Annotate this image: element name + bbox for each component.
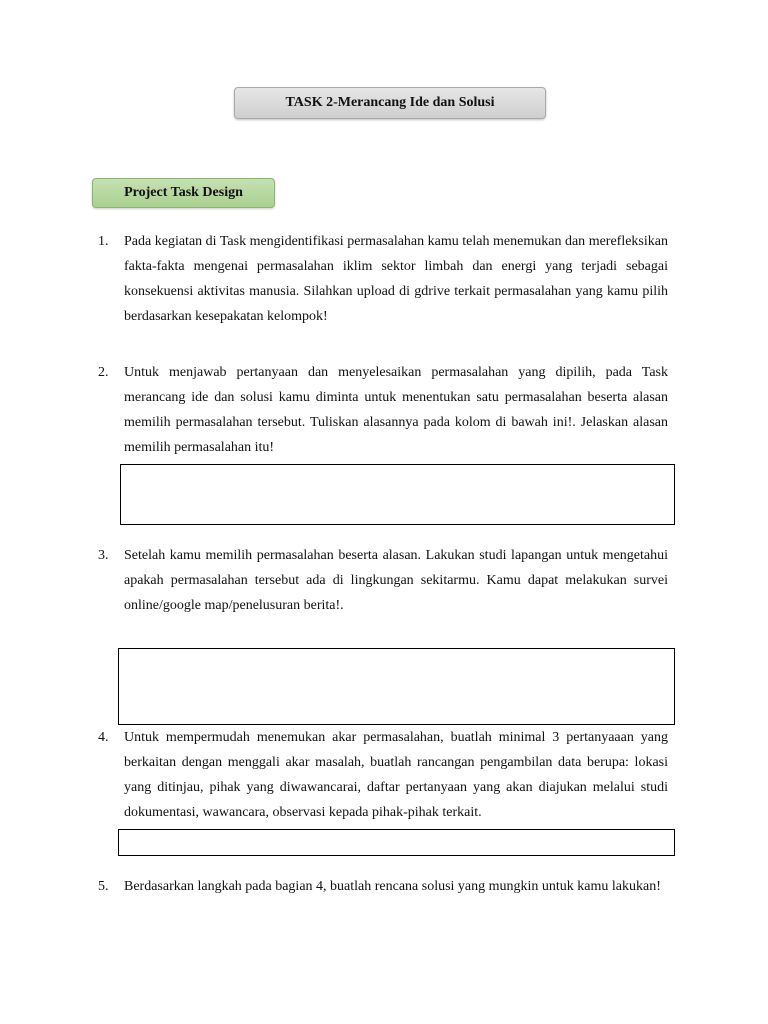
answer-box-2[interactable]	[120, 464, 675, 525]
item-text: Untuk menjawab pertanyaan dan menyelesaikan permasalahan yang dipilih, pada Task merancang ide dan solusi kamu diminta untuk menentukan satu permasalahan beserta alasan memilih permasalahan tersebut. Tuliskan alasannya pada kolom di bawah ini!. Jelaskan alasan memilih permasalahan itu!	[124, 365, 668, 455]
list-item-2	[98, 360, 668, 460]
list-item-1	[98, 229, 668, 329]
item-number: 1.	[98, 234, 109, 249]
list-item-4	[98, 725, 668, 825]
item-number: 4.	[98, 730, 109, 745]
item-number: 3.	[98, 548, 109, 563]
item-text: Setelah kamu memilih permasalahan beserta alasan. Lakukan studi lapangan untuk mengetahui apakah permasalahan tersebut ada di lingkungan sekitarmu. Kamu dapat melakukan survei online/google map/penelusuran berita!.	[124, 548, 668, 613]
item-text: Pada kegiatan di Task mengidentifikasi permasalahan kamu telah menemukan dan merefleksikan fakta-fakta mengenai permasalahan iklim sektor limbah dan energi yang terjadi sebagai konsekuensi aktivitas manusia. Silahkan upload di gdrive terkait permasalahan yang kamu pilih berdasarkan kesepakatan kelompok!	[124, 234, 668, 324]
item-text: Untuk mempermudah menemukan akar permasalahan, buatlah minimal 3 pertanyaaan yang berkaitan dengan menggali akar masalah, buatlah rancangan pengambilan data berupa: lokasi yang ditinjau, pihak yang diwawancarai, daftar pertanyaan yang akan diajukan melalui studi dokumentasi, wawancara, observasi kepada pihak-pihak terkait.	[124, 730, 668, 820]
section-label: Project Task Design	[92, 178, 275, 208]
item-text: Berdasarkan langkah pada bagian 4, buatlah rencana solusi yang mungkin untuk kamu lakukan!	[124, 879, 661, 894]
answer-box-3[interactable]	[118, 648, 675, 725]
page-title: TASK 2-Merancang Ide dan Solusi	[234, 87, 546, 119]
item-number: 2.	[98, 365, 109, 380]
list-item-3	[98, 543, 668, 618]
answer-box-4[interactable]	[118, 829, 675, 856]
list-item-5	[98, 874, 668, 899]
item-number: 5.	[98, 879, 109, 894]
